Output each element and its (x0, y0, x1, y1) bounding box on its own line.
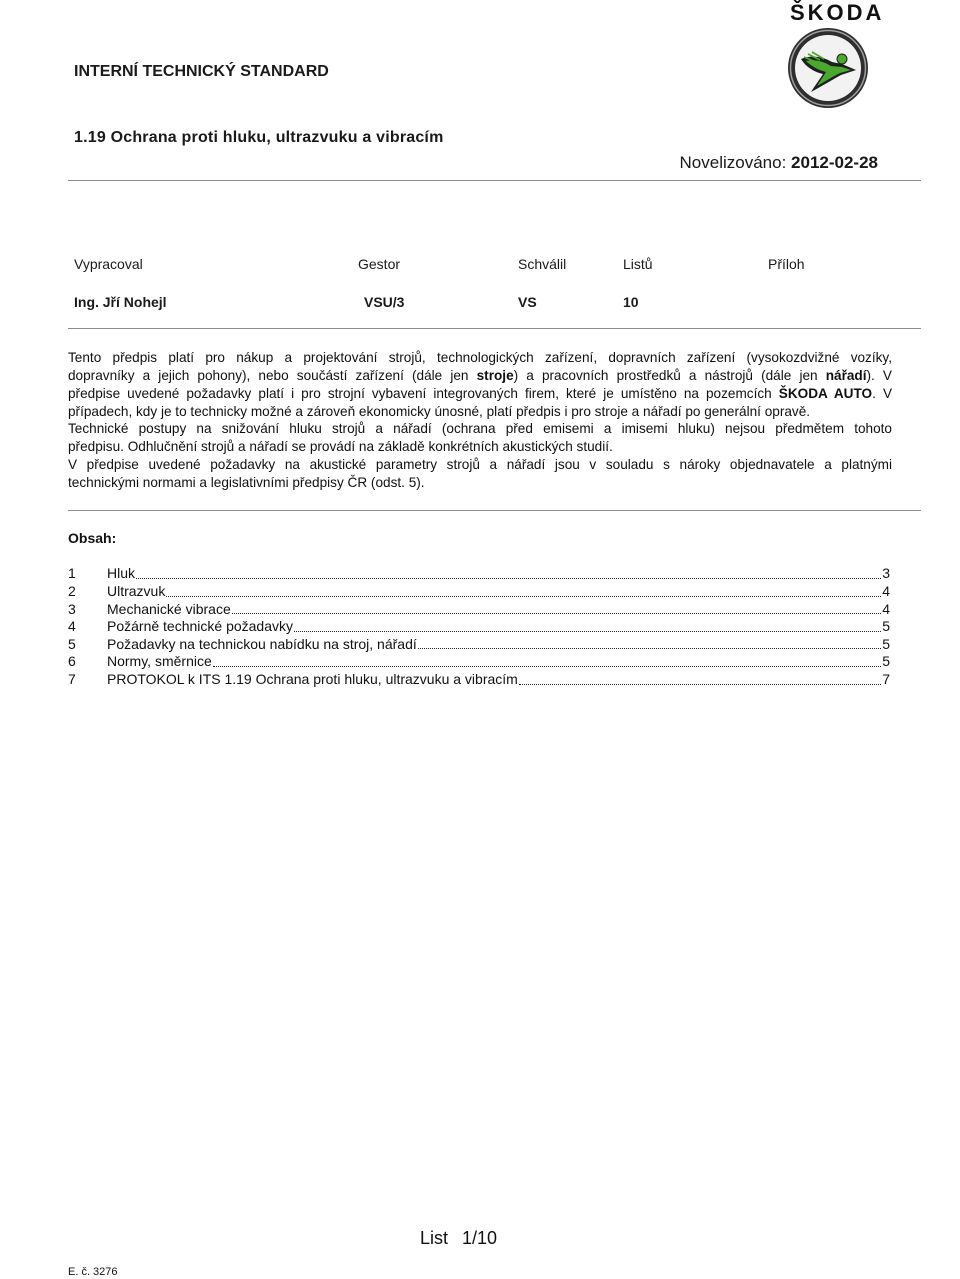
intro-line (68, 367, 892, 385)
revision-date (680, 152, 878, 174)
toc-dot-leader (294, 614, 881, 632)
toc-entry[interactable] (68, 671, 890, 689)
intro-line (68, 385, 892, 403)
toc-entry-number: 7 (68, 671, 76, 688)
toc-entry-title: Hluk (107, 565, 136, 582)
value-sheets: 10 (623, 294, 639, 310)
toc-entry-page: 7 (882, 671, 890, 688)
intro-text: případech, kdy je to technicky možné a zároveň ekonomicky únosné, platí předpis i pro stroje a nářadí po generální opravě. (68, 403, 811, 419)
toc-entry-title: Požadavky na technickou nabídku na stroj, nářadí (107, 635, 417, 652)
intro-text: technickými normami a legislativními předpisy ČR (odst. 5). (68, 475, 425, 491)
label-sheets: Listů (623, 256, 653, 272)
value-prepared-by: Ing. Jří Nohejl (74, 294, 167, 310)
value-guarantor: VSU/3 (364, 294, 405, 310)
divider (68, 510, 921, 511)
intro-text: ) a pracovních prostředků a nástrojů (dále jen (513, 367, 826, 383)
toc-entry-page: 3 (882, 565, 890, 582)
intro-text: dopravníky a jejich pohony), nebo součástí zařízení (dále jen (68, 367, 477, 383)
term-tools: nářadí (825, 367, 867, 383)
toc-entry-title: Mechanické vibrace (107, 600, 231, 617)
toc-entry-page: 5 (882, 653, 890, 670)
intro-text: . V (872, 385, 892, 401)
intro-text: předpisu. Odhlučnění strojů a nářadí se provádí na základě konkrétních akustických studií. (68, 439, 613, 455)
page-indicator (420, 1227, 497, 1249)
intro-text: V předpise uvedené požadavky na akustické parametry strojů a nářadí jsou v souladu s nároky objednavatele a platnými (68, 457, 892, 473)
toc-entry-page: 4 (882, 600, 890, 617)
intro-line (68, 349, 892, 367)
toc-entry-page: 5 (882, 635, 890, 652)
toc-entry-number: 5 (68, 635, 76, 652)
toc-entry-page: 4 (882, 582, 890, 599)
document-type: INTERNÍ TECHNICKÝ STANDARD (74, 63, 329, 80)
intro-paragraph (68, 349, 892, 492)
toc-entry-number: 4 (68, 618, 76, 635)
intro-text: předpise uvedené požadavky platí i pro strojní vybavení integrovaných firem, které je umístěno na pozemcích (68, 385, 779, 401)
intro-text: Technické postupy na snižování hluku strojů a nářadí (ochrana před emisemi a imisemi hluku) nejsou předmětem tohoto (68, 421, 892, 437)
skoda-logo-icon (786, 26, 870, 110)
toc-entry-number: 2 (68, 582, 76, 599)
toc-entry-number: 3 (68, 600, 76, 617)
intro-line (68, 474, 892, 492)
intro-text: ). V (866, 367, 892, 383)
skoda-wordmark: ŠKODA (790, 0, 885, 25)
toc-entry-title: PROTOKOL k ITS 1.19 Ochrana proti hluku, ultrazvuku a vibracím (107, 671, 518, 688)
toc-dot-leader (519, 667, 881, 685)
company-name: ŠKODA AUTO (778, 385, 873, 401)
divider (68, 180, 921, 181)
term-machines: stroje (476, 367, 514, 383)
intro-line (68, 420, 892, 438)
table-of-contents (68, 565, 890, 689)
toc-dot-leader (166, 579, 881, 597)
label-attachments: Příloh (768, 256, 805, 272)
toc-entry-title: Požárně technické požadavky (107, 618, 293, 635)
toc-dot-leader (213, 649, 881, 667)
intro-line (68, 438, 892, 456)
page-label: List (420, 1228, 449, 1248)
toc-dot-leader (232, 597, 881, 615)
divider (68, 328, 921, 329)
toc-entry-page: 5 (882, 618, 890, 635)
intro-text: Tento předpis platí pro nákup a projektování strojů, technologických zařízení, dopravních zařízení (vysokozdvižné vozíky, (68, 350, 892, 365)
toc-entry-title: Ultrazvuk (107, 582, 166, 599)
intro-line (68, 456, 892, 474)
document-number: E. č. 3276 (68, 1266, 118, 1278)
intro-line (68, 403, 892, 421)
page-number: 1/10 (462, 1228, 498, 1248)
toc-heading: Obsah: (68, 530, 117, 546)
label-prepared-by: Vypracoval (74, 256, 143, 272)
toc-dot-leader (418, 632, 881, 650)
toc-entry-title: Normy, směrnice (107, 653, 212, 670)
label-guarantor: Gestor (358, 256, 401, 272)
page-title: 1.19 Ochrana proti hluku, ultrazvuku a vibracím (74, 129, 444, 146)
value-approved-by: VS (518, 294, 537, 310)
toc-dot-leader (136, 561, 881, 579)
revision-label: Novelizováno: (679, 153, 787, 172)
toc-entry-number: 1 (68, 565, 76, 582)
revision-date-value: 2012-02-28 (791, 153, 878, 172)
label-approved-by: Schválil (518, 256, 567, 272)
toc-entry-number: 6 (68, 653, 76, 670)
